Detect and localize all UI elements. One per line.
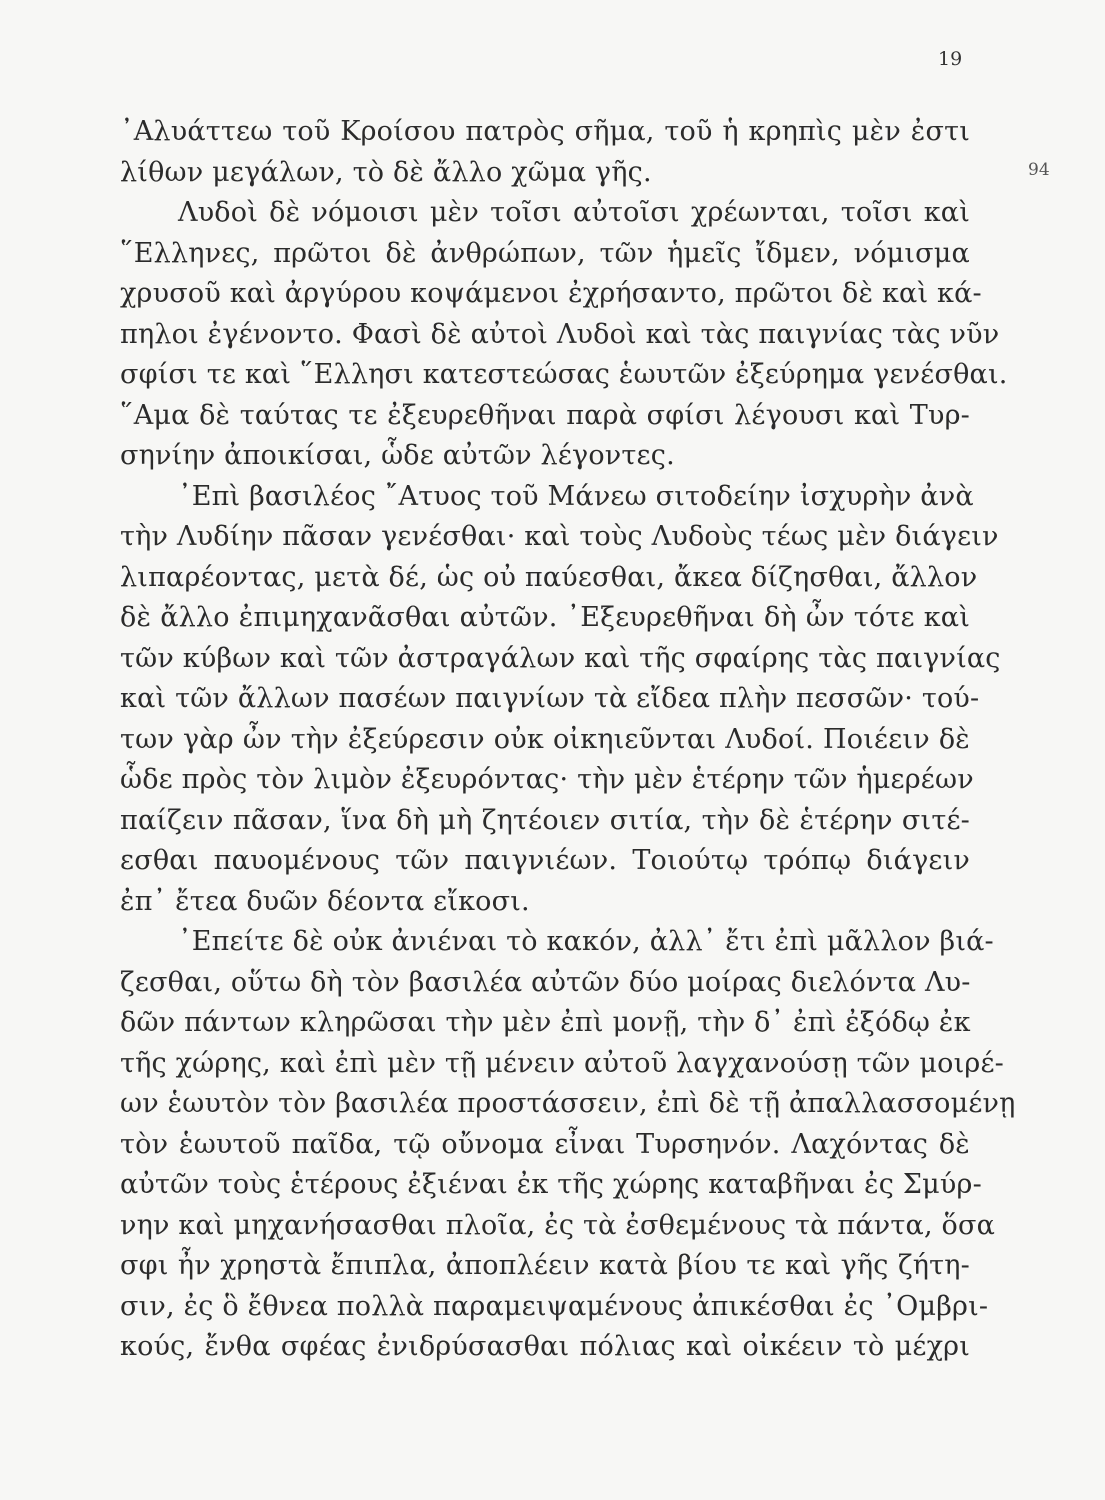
text-line: τῆς χώρης, καὶ ἐπὶ μὲν τῇ μένειν αὐτοῦ λαγχανούσῃ τῶν μοιρέ-	[120, 1047, 1004, 1079]
page-number: 19	[938, 48, 963, 70]
text-line: ᾿Επὶ βασιλέος ῎Ατυος τοῦ Μάνεω σιτοδείην ἰσχυρὴν ἀνὰ	[178, 480, 974, 512]
text-line: ᾿Επείτε δὲ οὐκ ἀνιέναι τὸ κακόν, ἀλλ᾿ ἔτι ἐπὶ μᾶλλον βιά-	[178, 926, 994, 957]
text-line: παίζειν πᾶσαν, ἵνα δὴ μὴ ζητέοιεν σιτία, τὴν δὲ ἑτέρην σιτέ-	[120, 804, 970, 836]
text-line: ζεσθαι, οὕτω δὴ τὸν βασιλέα αὐτῶν δύο μοίρας διελόντα Λυ-	[120, 966, 971, 998]
text-line: εσθαι παυομένους τῶν παιγνιέων. Τοιούτῳ τρόπῳ διάγειν	[120, 845, 970, 876]
text-line: των γὰρ ὦν τὴν ἐξεύρεσιν οὐκ οἰκηιεῦνται Λυδοί. Ποιέειν δὲ	[120, 723, 970, 755]
text-line: ων ἑωυτὸν τὸν βασιλέα προστάσσειν, ἐπὶ δὲ τῇ ἀπαλλασσομένῃ	[120, 1088, 1016, 1119]
text-line: σφι ἦν χρηστὰ ἔπιπλα, ἀποπλέειν κατὰ βίου τε καὶ γῆς ζήτη-	[120, 1250, 970, 1281]
text-line: ἐπ᾿ ἔτεα δυῶν δέοντα εἴκοσι.	[120, 885, 530, 917]
text-line: σιν, ἐς ὃ ἔθνεα πολλὰ παραμειψαμένους ἀπικέσθαι ἐς ᾿Ομβρι-	[120, 1290, 989, 1322]
text-line: ῞Αμα δὲ ταύτας τε ἐξευρεθῆναι παρὰ σφίσι λέγουσι καὶ Τυρ-	[120, 399, 970, 431]
text-line: κούς, ἔνθα σφέας ἐνιδρύσασθαι πόλιας καὶ οἰκέειν τὸ μέχρι	[120, 1331, 970, 1362]
text-line: πηλοι ἐγένοντο. Φασὶ δὲ αὐτοὶ Λυδοὶ καὶ τὰς παιγνίας τὰς νῦν	[120, 318, 1000, 350]
text-line: ῞Ελληνες, πρῶτοι δὲ ἀνθρώπων, τῶν ἡμεῖς ἴδμεν, νόμισμα	[120, 237, 970, 269]
text-line: τὴν Λυδίην πᾶσαν γενέσθαι· καὶ τοὺς Λυδοὺς τέως μὲν διάγειν	[120, 521, 999, 552]
text-line: δῶν πάντων κληρῶσαι τὴν μὲν ἐπὶ μονῇ, τὴν δ᾿ ἐπὶ ἐξόδῳ ἐκ	[120, 1007, 971, 1038]
text-line: καὶ τῶν ἄλλων πασέων παιγνίων τὰ εἴδεα πλὴν πεσσῶν· τού-	[120, 683, 980, 714]
text-line: ὧδε πρὸς τὸν λιμὸν ἐξευρόντας· τὴν μὲν ἑτέρην τῶν ἡμερέων	[120, 764, 974, 795]
text-line: τὸν ἑωυτοῦ παῖδα, τῷ οὔνομα εἶναι Τυρσηνόν. Λαχόντας δὲ	[120, 1128, 970, 1160]
text-line: δὲ ἄλλο ἐπιμηχανᾶσθαι αὐτῶν. ᾿Εξευρεθῆναι δὴ ὦν τότε καὶ	[120, 602, 970, 633]
text-line: ᾿Αλυάττεω τοῦ Κροίσου πατρὸς σῆμα, τοῦ ἡ κρηπὶς μὲν ἐστι	[120, 116, 970, 147]
text-line: χρυσοῦ καὶ ἀργύρου κοψάμενοι ἐχρήσαντο, πρῶτοι δὲ καὶ κά-	[120, 278, 982, 309]
text-line: σηνίην ἀποικίσαι, ὧδε αὐτῶν λέγοντες.	[120, 440, 675, 471]
text-line: λίθων μεγάλων, τὸ δὲ ἄλλο χῶμα γῆς.	[120, 156, 652, 188]
text-line: σφίσι τε καὶ ῞Ελλησι κατεστεώσας ἑωυτῶν ἐξεύρημα γενέσθαι.	[120, 359, 1008, 390]
text-line: νην καὶ μηχανήσασθαι πλοῖα, ἐς τὰ ἐσθεμένους τὰ πάντα, ὅσα	[120, 1209, 996, 1241]
body-text	[120, 112, 1016, 1368]
text-line: λιπαρέοντας, μετὰ δέ, ὡς οὐ παύεσθαι, ἄκεα δίζησθαι, ἄλλον	[120, 561, 978, 593]
text-line: αὐτῶν τοὺς ἑτέρους ἐξιέναι ἐκ τῆς χώρης καταβῆναι ἐς Σμύρ-	[120, 1169, 982, 1200]
margin-section-number: 94	[1028, 160, 1050, 180]
text-line: τῶν κύβων καὶ τῶν ἀστραγάλων καὶ τῆς σφαίρης τὰς παιγνίας	[120, 642, 1001, 674]
text-line: Λυδοὶ δὲ νόμοισι μὲν τοῖσι αὐτοῖσι χρέωνται, τοῖσι καὶ	[178, 197, 970, 228]
